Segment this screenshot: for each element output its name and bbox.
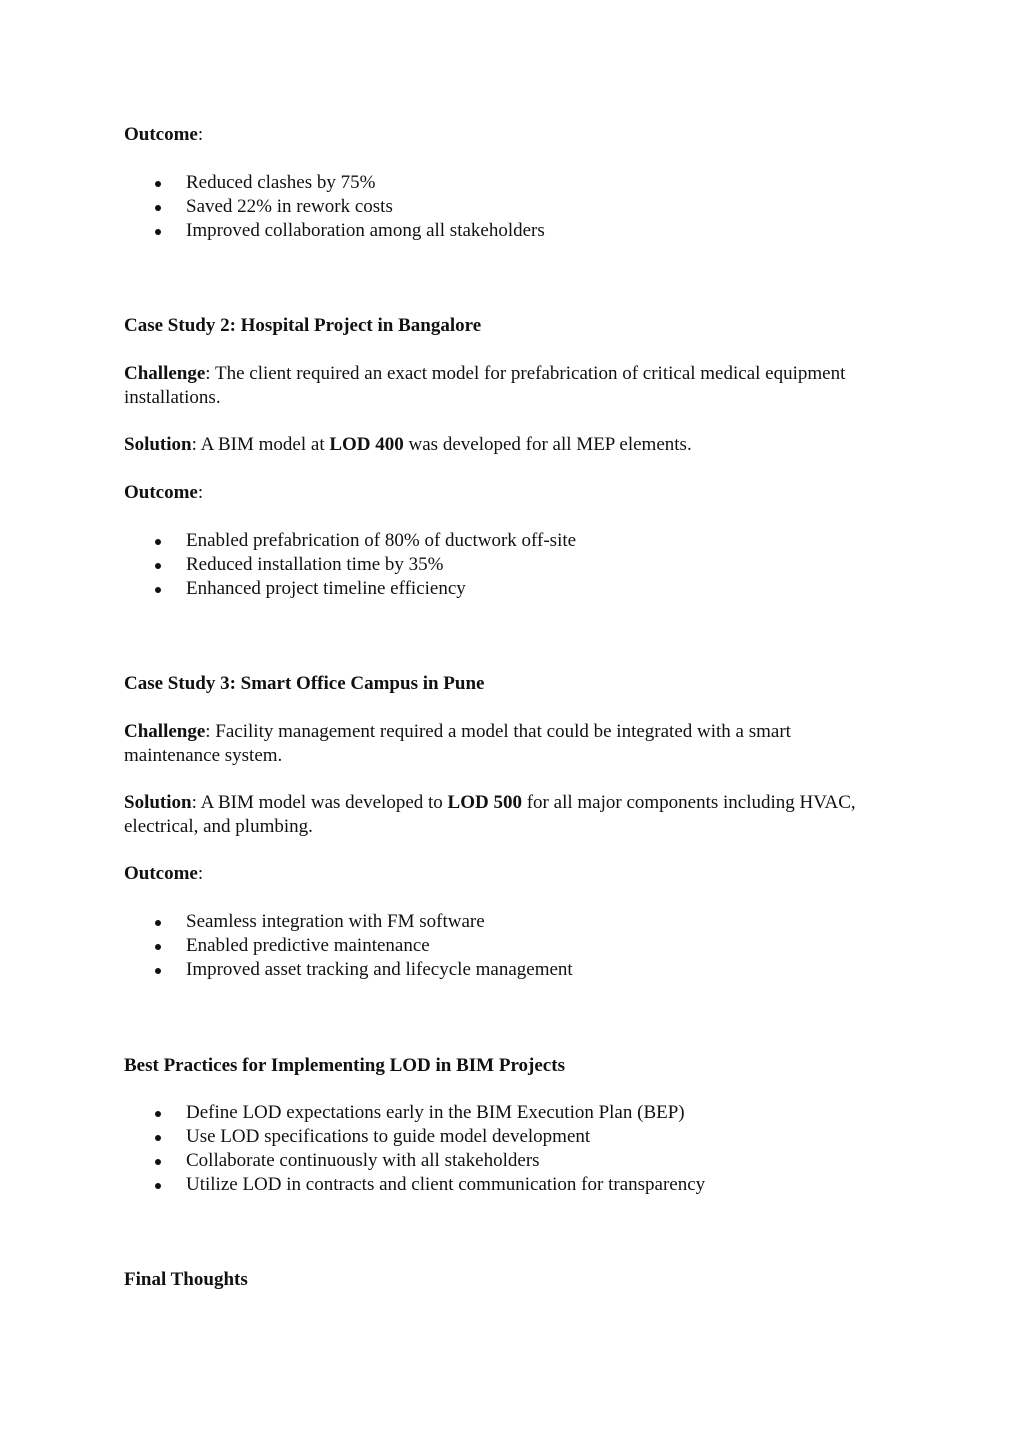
s1-outcome-label: Outcome: [124, 124, 198, 145]
s3-solution-lod: LOD 500: [447, 792, 522, 813]
s3-outcome-line: [124, 862, 884, 886]
s3-challenge-label: Challenge: [124, 721, 206, 742]
s2-solution-lod: LOD 400: [329, 434, 404, 455]
s1-outcome-colon: :: [197, 124, 204, 145]
bullet-icon: [155, 181, 161, 187]
list-item: [124, 1125, 884, 1149]
bullet-icon: [155, 1159, 161, 1165]
bullet-icon: [155, 1183, 161, 1189]
s3-outcome-colon: :: [197, 863, 204, 884]
s1-outcome-list: [124, 171, 884, 243]
list-item-text: Define LOD expectations early in the BIM Execution Plan (BEP): [186, 1102, 685, 1123]
list-item: [124, 1173, 884, 1197]
list-item: [124, 219, 884, 243]
list-item-text: Seamless integration with FM software: [186, 911, 485, 932]
s3-solution-post: for all major components including HVAC, electrical, and plumbing.: [124, 792, 856, 837]
list-item-text: Enabled predictive maintenance: [186, 935, 430, 956]
list-item-text: Enabled prefabrication of 80% of ductwork off-site: [186, 530, 577, 551]
s2-heading: Case Study 2: Hospital Project in Bangalore: [124, 315, 482, 336]
bullet-icon: [155, 229, 161, 235]
list-item-text: Improved collaboration among all stakeholders: [186, 220, 545, 241]
list-item-text: Use LOD specifications to guide model development: [186, 1126, 591, 1147]
s2-solution-pre: : A BIM model at: [191, 434, 330, 455]
s1-outcome-line: [124, 123, 884, 147]
list-item-text: Reduced clashes by 75%: [186, 172, 376, 193]
bullet-icon: [155, 563, 161, 569]
s2-outcome-line: [124, 481, 884, 505]
s3-solution-label: Solution: [124, 792, 192, 813]
s2-solution-label: Solution: [124, 434, 192, 455]
s3-outcome-label: Outcome: [124, 863, 198, 884]
bullet-icon: [155, 539, 161, 545]
list-item-text: Enhanced project timeline efficiency: [186, 578, 466, 599]
s2-solution-post: was developed for all MEP elements.: [403, 434, 692, 455]
s3-challenge-text: : Facility management required a model that could be integrated with a smart maintenance system.: [124, 721, 791, 766]
s2-challenge-label: Challenge: [124, 363, 206, 384]
list-item-text: Reduced installation time by 35%: [186, 554, 444, 575]
bullet-icon: [155, 944, 161, 950]
bullet-icon: [155, 968, 161, 974]
bullet-icon: [155, 920, 161, 926]
s2-outcome-list: [124, 529, 884, 601]
list-item-text: Utilize LOD in contracts and client communication for transparency: [186, 1174, 706, 1195]
bullet-icon: [155, 1111, 161, 1117]
bullet-icon: [155, 205, 161, 211]
s3-outcome-list: [124, 910, 884, 982]
bullet-icon: [155, 1135, 161, 1141]
s3-solution: [124, 791, 884, 839]
list-item: [124, 934, 884, 958]
best-practices-list: [124, 1101, 884, 1197]
final-thoughts-heading: Final Thoughts: [124, 1269, 248, 1290]
s3-challenge: [124, 720, 884, 768]
s2-outcome-colon: :: [197, 482, 204, 503]
best-practices-heading: Best Practices for Implementing LOD in BIM Projects: [124, 1055, 565, 1076]
s3-solution-pre: : A BIM model was developed to: [191, 792, 448, 813]
list-item: [124, 958, 884, 982]
list-item: [124, 577, 884, 601]
list-item-text: Collaborate continuously with all stakeholders: [186, 1150, 540, 1171]
list-item: [124, 529, 884, 553]
list-item: [124, 195, 884, 219]
list-item-text: Improved asset tracking and lifecycle management: [186, 959, 573, 980]
s2-challenge-text: : The client required an exact model for prefabrication of critical medical equipment installations.: [124, 363, 846, 408]
list-item: [124, 171, 884, 195]
s2-challenge: [124, 362, 884, 410]
list-item: [124, 1149, 884, 1173]
list-item: [124, 553, 884, 577]
s2-outcome-label: Outcome: [124, 482, 198, 503]
s2-solution: [124, 433, 884, 457]
list-item: [124, 1101, 884, 1125]
list-item-text: Saved 22% in rework costs: [186, 196, 393, 217]
list-item: [124, 910, 884, 934]
s3-heading: Case Study 3: Smart Office Campus in Pune: [124, 673, 485, 694]
bullet-icon: [155, 587, 161, 593]
